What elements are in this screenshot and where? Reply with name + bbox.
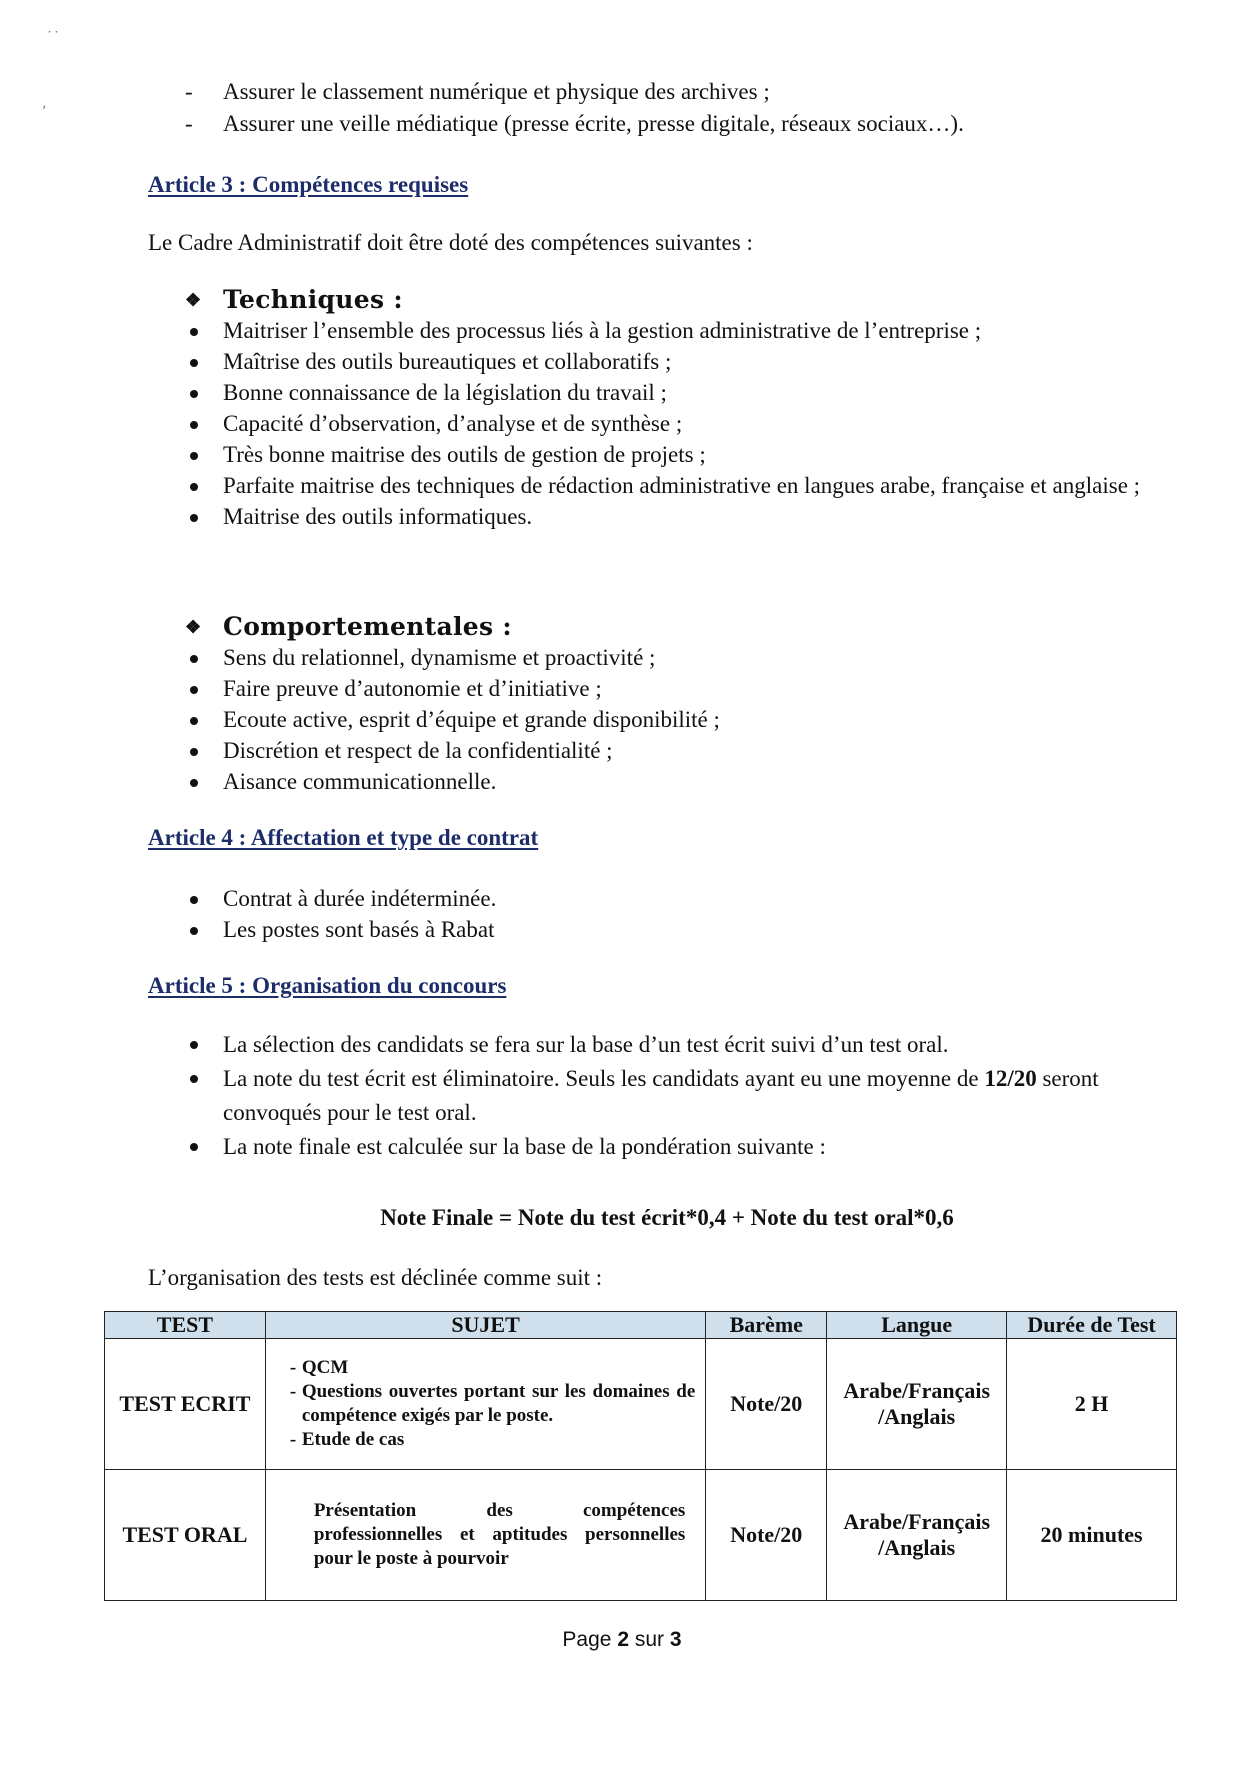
- list-item: La sélection des candidats se fera sur la base d’un test écrit suivi d’un test oral.: [185, 1028, 1145, 1062]
- table-header-row: [105, 1312, 1177, 1339]
- table-row: [105, 1339, 1177, 1470]
- page-label: Page: [562, 1628, 612, 1651]
- list-item: Sens du relationnel, dynamisme et proactivité ;: [185, 642, 1145, 673]
- column-header-bareme: Barème: [706, 1312, 827, 1339]
- list-item: - Assurer une veille médiatique (presse écrite, presse digitale, réseaux sociaux…).: [185, 108, 1185, 140]
- comportementales-heading: [185, 612, 512, 641]
- article5-heading: Article 5 : Organisation du concours: [148, 973, 507, 998]
- cell-duree: 2 H: [1007, 1339, 1177, 1470]
- sujet-item: - Etude de cas: [289, 1429, 405, 1450]
- tests-table: [104, 1311, 1177, 1601]
- list-item: Très bonne maitrise des outils de gestion de projets ;: [185, 439, 1145, 470]
- column-header-sujet: SUJET: [265, 1312, 705, 1339]
- list-item: Contrat à durée indéterminée.: [185, 883, 1145, 914]
- intro-list: [185, 76, 1185, 140]
- article5-list: [185, 1028, 1145, 1164]
- comportementales-list: [185, 642, 1145, 797]
- list-item: Faire preuve d’autonomie et d’initiative ;: [185, 673, 1145, 704]
- list-item: Capacité d’observation, d’analyse et de synthèse ;: [185, 408, 1145, 439]
- sujet-item: - Questions ouvertes portant sur les domaines de compétence exigés par le poste.: [289, 1381, 696, 1426]
- list-item: Les postes sont basés à Rabat: [185, 914, 1145, 945]
- cell-sujet: [265, 1339, 705, 1470]
- total-pages: 3: [669, 1628, 682, 1651]
- techniques-heading: [185, 285, 403, 314]
- column-header-test: TEST: [105, 1312, 266, 1339]
- list-item: Maitrise des outils informatiques.: [185, 501, 1145, 532]
- comportementales-title: Comportementales :: [223, 612, 512, 641]
- cell-test: TEST ORAL: [105, 1470, 266, 1601]
- cell-sujet: [265, 1470, 705, 1601]
- list-item: Parfaite maitrise des techniques de rédaction administrative en langues arabe, française et anglaise ;: [185, 470, 1145, 501]
- page-footer: [0, 1628, 1244, 1652]
- article3-intro: Le Cadre Administratif doit être doté des compétences suivantes :: [148, 230, 753, 255]
- list-item: [185, 1062, 1145, 1130]
- list-item: Aisance communicationnelle.: [185, 766, 1145, 797]
- page-sep: sur: [634, 1628, 665, 1651]
- techniques-title: Techniques :: [223, 285, 403, 314]
- techniques-list: [185, 315, 1145, 532]
- sujet-text: Présentation des compétences professionnelles et aptitudes personnelles pour le poste à pourvoir: [313, 1500, 686, 1569]
- article3-heading: Article 3 : Compétences requises: [148, 172, 469, 197]
- passing-score: 12/20: [984, 1066, 1037, 1091]
- list-item-text: seront convoqués pour le test oral.: [223, 1066, 1099, 1125]
- cell-langue: Arabe/Français /Anglais: [827, 1339, 1007, 1470]
- scan-artifact: ʼ: [42, 104, 47, 120]
- cell-duree: 20 minutes: [1007, 1470, 1177, 1601]
- cell-bareme: Note/20: [706, 1470, 827, 1601]
- cell-langue: Arabe/Français /Anglais: [827, 1470, 1007, 1601]
- article4-list: [185, 883, 1145, 945]
- current-page: 2: [617, 1628, 629, 1651]
- column-header-langue: Langue: [827, 1312, 1007, 1339]
- list-item: La note finale est calculée sur la base de la pondération suivante :: [185, 1130, 1145, 1164]
- table-row: [105, 1470, 1177, 1601]
- list-item: - Assurer le classement numérique et physique des archives ;: [185, 76, 1185, 108]
- article4-heading: Article 4 : Affectation et type de contrat: [148, 825, 539, 850]
- sujet-item: - QCM: [289, 1357, 349, 1378]
- list-item: Maitriser l’ensemble des processus liés à la gestion administrative de l’entreprise ;: [185, 315, 1145, 346]
- list-item: Discrétion et respect de la confidentialité ;: [185, 735, 1145, 766]
- scan-artifact: ˙˙: [46, 30, 60, 46]
- final-score-formula: Note Finale = Note du test écrit*0,4 + Note du test oral*0,6: [380, 1205, 954, 1230]
- list-item: Bonne connaissance de la législation du travail ;: [185, 377, 1145, 408]
- diamond-bullet-icon: ❖: [185, 290, 202, 311]
- list-item: Maîtrise des outils bureautiques et collaboratifs ;: [185, 346, 1145, 377]
- organisation-intro: L’organisation des tests est déclinée comme suit :: [148, 1265, 603, 1290]
- cell-bareme: Note/20: [706, 1339, 827, 1470]
- list-item: Ecoute active, esprit d’équipe et grande disponibilité ;: [185, 704, 1145, 735]
- list-item-text: La note du test écrit est éliminatoire. Seuls les candidats ayant eu une moyenne de: [223, 1066, 985, 1091]
- diamond-bullet-icon: ❖: [185, 617, 202, 638]
- column-header-duree: Durée de Test: [1007, 1312, 1177, 1339]
- cell-test: TEST ECRIT: [105, 1339, 266, 1470]
